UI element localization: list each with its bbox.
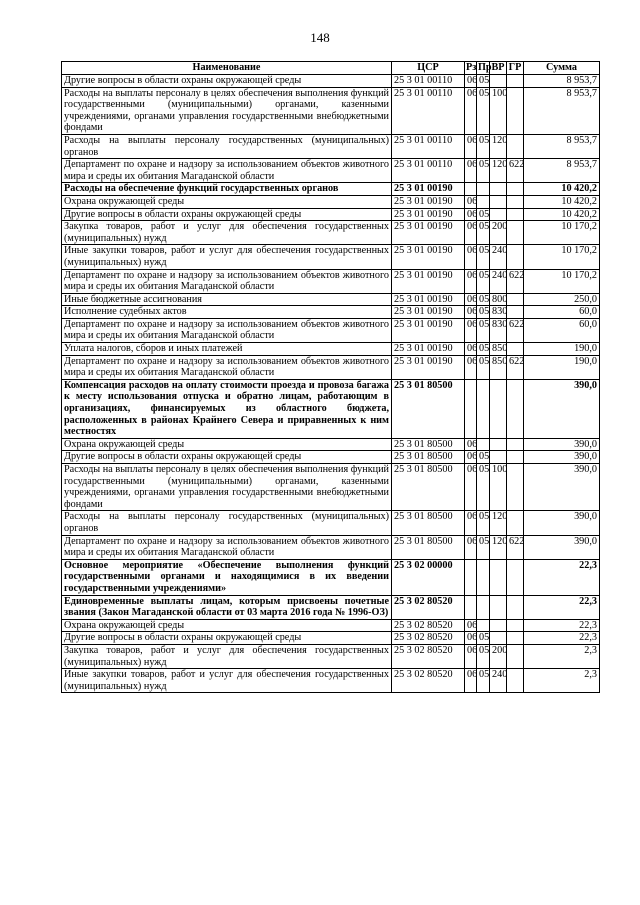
cell-rz: 06: [465, 511, 477, 535]
cell-rz: 06: [465, 464, 477, 511]
cell-rz: 06: [465, 644, 477, 668]
cell-rz: 06: [465, 293, 477, 306]
cell-vr: 800: [490, 293, 507, 306]
cell-vr: 240: [490, 245, 507, 269]
cell-pr: [477, 559, 490, 595]
cell-gr: [507, 208, 524, 221]
cell-name: Расходы на выплаты персоналу государственных (муниципальных) органов: [62, 511, 392, 535]
cell-gr: 622: [507, 159, 524, 183]
cell-gr: 622: [507, 355, 524, 379]
cell-rz: 06: [465, 343, 477, 356]
cell-pr: 05: [477, 632, 490, 645]
cell-pr: 05: [477, 221, 490, 245]
cell-name: Исполнение судебных актов: [62, 306, 392, 319]
cell-vr: 200: [490, 221, 507, 245]
cell-sum: 8 953,7: [524, 75, 600, 88]
cell-sum: 10 170,2: [524, 245, 600, 269]
table-row: [62, 306, 600, 319]
table-row: [62, 669, 600, 693]
cell-gr: [507, 464, 524, 511]
cell-name: Единовременные выплаты лицам, которым присвоены почетные звания (Закон Магаданской области от 03 марта 2016 года № 1996-ОЗ): [62, 595, 392, 619]
table-row: [62, 134, 600, 158]
cell-rz: 06: [465, 306, 477, 319]
cell-name: Другие вопросы в области охраны окружающей среды: [62, 632, 392, 645]
cell-sum: 190,0: [524, 343, 600, 356]
cell-rz: 06: [465, 208, 477, 221]
cell-pr: [477, 595, 490, 619]
cell-gr: [507, 619, 524, 632]
cell-name: Основное мероприятие «Обеспечение выполнения функций государственными органами и находящимися в их введении государственными учреждениями»: [62, 559, 392, 595]
cell-pr: 05: [477, 293, 490, 306]
cell-gr: [507, 245, 524, 269]
cell-csr: 25 3 01 00190: [392, 306, 465, 319]
cell-vr: 240: [490, 269, 507, 293]
cell-name: Иные закупки товаров, работ и услуг для обеспечения государственных (муниципальных) нужд: [62, 245, 392, 269]
cell-pr: 05: [477, 451, 490, 464]
cell-sum: 390,0: [524, 511, 600, 535]
cell-vr: [490, 619, 507, 632]
table-row: [62, 559, 600, 595]
cell-name: Департамент по охране и надзору за использованием объектов животного мира и среды их обитания Магаданской области: [62, 269, 392, 293]
cell-pr: 05: [477, 208, 490, 221]
cell-csr: 25 3 01 00190: [392, 343, 465, 356]
cell-csr: 25 3 01 80500: [392, 464, 465, 511]
cell-rz: 06: [465, 669, 477, 693]
cell-rz: 06: [465, 159, 477, 183]
header-csr: ЦСР: [392, 62, 465, 75]
cell-csr: 25 3 02 80520: [392, 632, 465, 645]
table-row: [62, 343, 600, 356]
table-row: [62, 75, 600, 88]
cell-csr: 25 3 02 80520: [392, 644, 465, 668]
cell-csr: 25 3 01 80500: [392, 451, 465, 464]
table-row: [62, 87, 600, 134]
table-row: [62, 269, 600, 293]
cell-rz: 06: [465, 87, 477, 134]
cell-gr: 622: [507, 535, 524, 559]
table-row: [62, 318, 600, 342]
table-row: [62, 355, 600, 379]
cell-name: Расходы на выплаты персоналу в целях обеспечения выполнения функций государственными (муниципальными) органами, казенными учреждениями, органами управления государственными внебюджетными фондами: [62, 87, 392, 134]
cell-name: Департамент по охране и надзору за использованием объектов животного мира и среды их обитания Магаданской области: [62, 159, 392, 183]
cell-gr: 622: [507, 318, 524, 342]
cell-sum: 8 953,7: [524, 134, 600, 158]
cell-vr: 830: [490, 318, 507, 342]
cell-vr: 100: [490, 87, 507, 134]
cell-vr: [490, 75, 507, 88]
cell-rz: 06: [465, 269, 477, 293]
table-row: [62, 159, 600, 183]
cell-gr: [507, 75, 524, 88]
cell-gr: [507, 379, 524, 438]
cell-pr: 05: [477, 535, 490, 559]
cell-csr: 25 3 01 00110: [392, 134, 465, 158]
cell-rz: 06: [465, 355, 477, 379]
cell-csr: 25 3 01 00190: [392, 293, 465, 306]
cell-gr: [507, 644, 524, 668]
cell-vr: [490, 559, 507, 595]
cell-rz: 06: [465, 451, 477, 464]
table-row: [62, 245, 600, 269]
cell-sum: 390,0: [524, 379, 600, 438]
cell-rz: 06: [465, 245, 477, 269]
cell-pr: [477, 438, 490, 451]
table-row: [62, 208, 600, 221]
cell-pr: 05: [477, 245, 490, 269]
table-row: [62, 451, 600, 464]
cell-vr: [490, 208, 507, 221]
cell-name: Компенсация расходов на оплату стоимости проезда и провоза багажа к месту использования отпуска и обратно лицам, работающим в организациях, финансируемых из областного бюджета, расположенных в районах Крайнего Севера и приравненных к ним местностях: [62, 379, 392, 438]
cell-rz: [465, 595, 477, 619]
cell-sum: 8 953,7: [524, 159, 600, 183]
cell-name: Закупка товаров, работ и услуг для обеспечения государственных (муниципальных) нужд: [62, 221, 392, 245]
cell-rz: 06: [465, 195, 477, 208]
table-row: [62, 438, 600, 451]
cell-sum: 10 170,2: [524, 269, 600, 293]
cell-sum: 8 953,7: [524, 87, 600, 134]
cell-csr: 25 3 02 80520: [392, 669, 465, 693]
cell-vr: 120: [490, 159, 507, 183]
cell-gr: [507, 134, 524, 158]
cell-rz: 06: [465, 438, 477, 451]
table-body: [62, 75, 600, 693]
cell-name: Иные закупки товаров, работ и услуг для обеспечения государственных (муниципальных) нужд: [62, 669, 392, 693]
cell-csr: 25 3 01 80500: [392, 535, 465, 559]
cell-csr: 25 3 01 00190: [392, 318, 465, 342]
header-gr: ГР: [507, 62, 524, 75]
cell-csr: 25 3 01 00110: [392, 159, 465, 183]
cell-csr: 25 3 01 00190: [392, 269, 465, 293]
cell-vr: 200: [490, 644, 507, 668]
cell-pr: 05: [477, 269, 490, 293]
cell-name: Расходы на выплаты персоналу в целях обеспечения выполнения функций государственными (муниципальными) органами, казенными учреждениями, органами управления государственными внебюджетными фондами: [62, 464, 392, 511]
cell-pr: 05: [477, 159, 490, 183]
cell-gr: [507, 293, 524, 306]
cell-gr: [507, 343, 524, 356]
cell-pr: [477, 379, 490, 438]
cell-name: Закупка товаров, работ и услуг для обеспечения государственных (муниципальных) нужд: [62, 644, 392, 668]
cell-name: Расходы на обеспечение функций государственных органов: [62, 183, 392, 196]
cell-sum: 22,3: [524, 619, 600, 632]
cell-pr: 05: [477, 464, 490, 511]
cell-csr: 25 3 01 00190: [392, 195, 465, 208]
cell-pr: 05: [477, 355, 490, 379]
cell-sum: 390,0: [524, 464, 600, 511]
cell-vr: [490, 379, 507, 438]
cell-csr: 25 3 02 80520: [392, 619, 465, 632]
cell-name: Охрана окружающей среды: [62, 619, 392, 632]
cell-sum: 60,0: [524, 318, 600, 342]
table-row: [62, 464, 600, 511]
cell-vr: [490, 438, 507, 451]
cell-vr: 850: [490, 355, 507, 379]
cell-gr: [507, 87, 524, 134]
cell-sum: 390,0: [524, 535, 600, 559]
cell-rz: 06: [465, 632, 477, 645]
cell-sum: 2,3: [524, 669, 600, 693]
cell-sum: 22,3: [524, 632, 600, 645]
cell-gr: [507, 559, 524, 595]
cell-vr: 120: [490, 134, 507, 158]
cell-rz: [465, 183, 477, 196]
cell-sum: 250,0: [524, 293, 600, 306]
page-number: 148: [310, 30, 330, 45]
cell-vr: 240: [490, 669, 507, 693]
cell-rz: [465, 379, 477, 438]
cell-name: Охрана окружающей среды: [62, 438, 392, 451]
cell-csr: 25 3 01 80500: [392, 511, 465, 535]
table-row: [62, 293, 600, 306]
cell-rz: [465, 559, 477, 595]
cell-sum: 60,0: [524, 306, 600, 319]
cell-gr: [507, 632, 524, 645]
table-row: [62, 595, 600, 619]
table-header-row: [62, 62, 600, 75]
cell-vr: [490, 632, 507, 645]
cell-name: Департамент по охране и надзору за использованием объектов животного мира и среды их обитания Магаданской области: [62, 355, 392, 379]
cell-csr: 25 3 01 00110: [392, 75, 465, 88]
cell-gr: [507, 669, 524, 693]
table-row: [62, 183, 600, 196]
cell-vr: [490, 595, 507, 619]
cell-sum: 22,3: [524, 595, 600, 619]
cell-pr: 05: [477, 343, 490, 356]
cell-name: Департамент по охране и надзору за использованием объектов животного мира и среды их обитания Магаданской области: [62, 535, 392, 559]
cell-rz: 06: [465, 619, 477, 632]
cell-sum: 390,0: [524, 451, 600, 464]
table-row: [62, 221, 600, 245]
cell-pr: 05: [477, 134, 490, 158]
cell-vr: 100: [490, 464, 507, 511]
cell-name: Другие вопросы в области охраны окружающей среды: [62, 208, 392, 221]
cell-gr: [507, 451, 524, 464]
cell-sum: 2,3: [524, 644, 600, 668]
cell-sum: 10 420,2: [524, 183, 600, 196]
table-row: [62, 535, 600, 559]
cell-vr: [490, 451, 507, 464]
cell-pr: [477, 195, 490, 208]
cell-csr: 25 3 02 00000: [392, 559, 465, 595]
cell-vr: 830: [490, 306, 507, 319]
cell-rz: 06: [465, 318, 477, 342]
header-name: Наименование: [62, 62, 392, 75]
cell-csr: 25 3 02 80520: [392, 595, 465, 619]
cell-sum: 390,0: [524, 438, 600, 451]
cell-csr: 25 3 01 00190: [392, 208, 465, 221]
cell-pr: [477, 183, 490, 196]
cell-vr: [490, 195, 507, 208]
cell-vr: 120: [490, 535, 507, 559]
cell-pr: 05: [477, 644, 490, 668]
table-row: [62, 195, 600, 208]
cell-gr: [507, 221, 524, 245]
header-rz: Рз: [466, 62, 477, 73]
cell-vr: 850: [490, 343, 507, 356]
cell-csr: 25 3 01 00190: [392, 355, 465, 379]
cell-name: Другие вопросы в области охраны окружающей среды: [62, 451, 392, 464]
cell-rz: 06: [465, 134, 477, 158]
cell-sum: 190,0: [524, 355, 600, 379]
cell-pr: 05: [477, 306, 490, 319]
cell-rz: 06: [465, 75, 477, 88]
cell-vr: 120: [490, 511, 507, 535]
cell-gr: 622: [507, 269, 524, 293]
header-vr: ВР: [491, 62, 505, 73]
cell-gr: [507, 595, 524, 619]
cell-name: Иные бюджетные ассигнования: [62, 293, 392, 306]
cell-sum: 10 170,2: [524, 221, 600, 245]
cell-sum: 10 420,2: [524, 208, 600, 221]
header-pr: Пр: [478, 62, 492, 73]
table-row: [62, 619, 600, 632]
cell-gr: [507, 183, 524, 196]
cell-csr: 25 3 01 80500: [392, 379, 465, 438]
cell-pr: 05: [477, 318, 490, 342]
cell-name: Департамент по охране и надзору за использованием объектов животного мира и среды их обитания Магаданской области: [62, 318, 392, 342]
table-row: [62, 511, 600, 535]
cell-pr: 05: [477, 75, 490, 88]
cell-name: Уплата налогов, сборов и иных платежей: [62, 343, 392, 356]
cell-csr: 25 3 01 00110: [392, 87, 465, 134]
cell-name: Другие вопросы в области охраны окружающей среды: [62, 75, 392, 88]
cell-csr: 25 3 01 80500: [392, 438, 465, 451]
cell-pr: 05: [477, 669, 490, 693]
cell-csr: 25 3 01 00190: [392, 183, 465, 196]
cell-vr: [490, 183, 507, 196]
cell-name: Расходы на выплаты персоналу государственных (муниципальных) органов: [62, 134, 392, 158]
cell-gr: [507, 195, 524, 208]
header-sum: Сумма: [524, 62, 600, 75]
cell-gr: [507, 438, 524, 451]
cell-rz: 06: [465, 535, 477, 559]
cell-gr: [507, 306, 524, 319]
cell-csr: 25 3 01 00190: [392, 221, 465, 245]
cell-sum: 22,3: [524, 559, 600, 595]
table-row: [62, 644, 600, 668]
table-row: [62, 379, 600, 438]
cell-pr: 05: [477, 511, 490, 535]
cell-pr: [477, 619, 490, 632]
cell-sum: 10 420,2: [524, 195, 600, 208]
cell-rz: 06: [465, 221, 477, 245]
table-row: [62, 632, 600, 645]
cell-gr: [507, 511, 524, 535]
cell-csr: 25 3 01 00190: [392, 245, 465, 269]
cell-pr: 05: [477, 87, 490, 134]
budget-table: [61, 61, 600, 693]
cell-name: Охрана окружающей среды: [62, 195, 392, 208]
